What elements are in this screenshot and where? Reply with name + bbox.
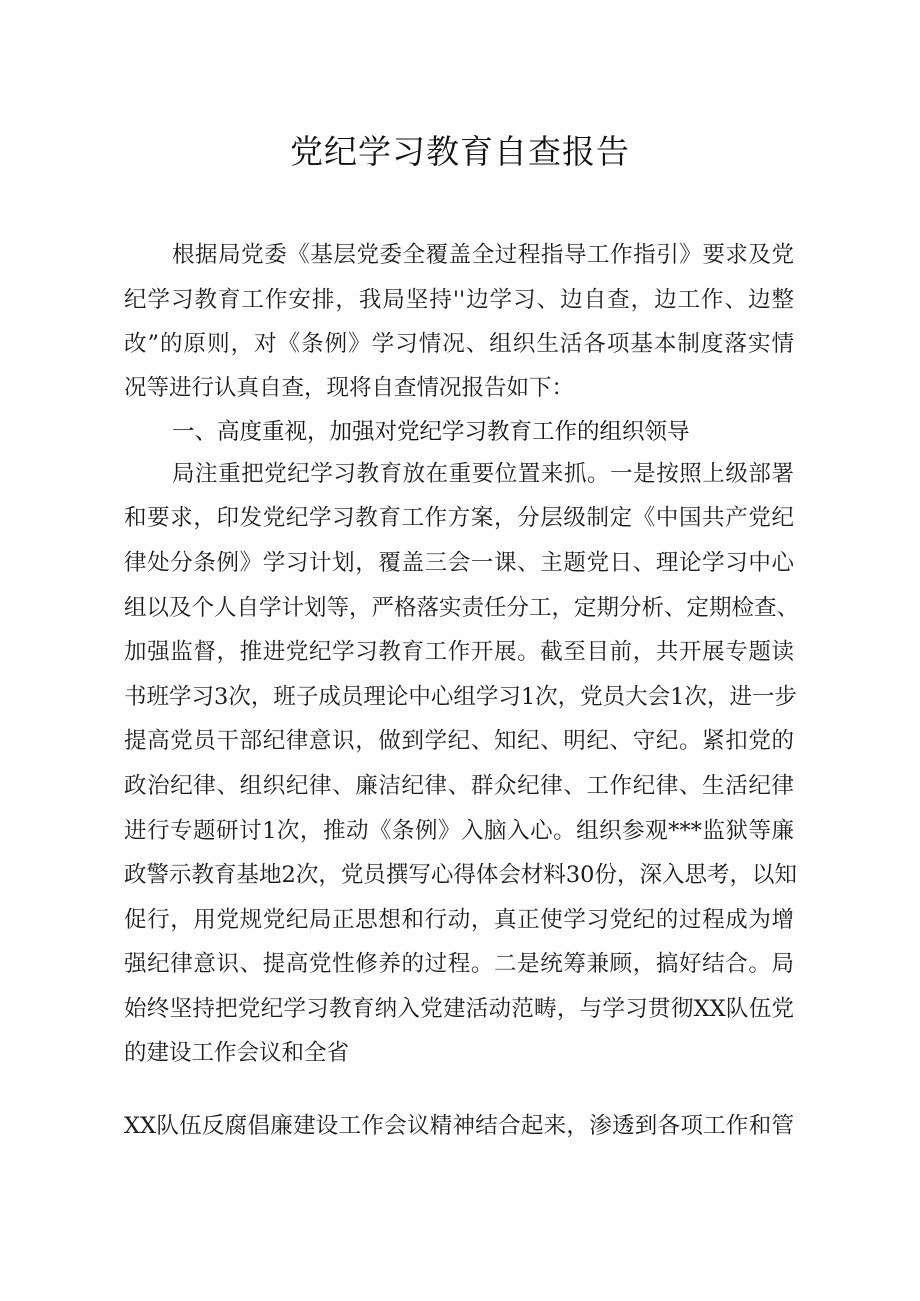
document-title: 党纪学习教育自查报告	[290, 132, 630, 171]
intro-line: 况等进行认真自查，现将自查情况报告如下：	[124, 375, 575, 401]
section-line: 政治纪律、组织纪律、廉洁纪律、群众纪律、工作纪律、生活纪律	[124, 773, 794, 799]
intro-line: 改”的原则，对《条例》学习情况、组织生活各项基本制度落实情	[124, 331, 794, 357]
section-line: 书班学习3次，班子成员理论中心组学习1次，党员大会1次，进一步	[124, 684, 797, 710]
section-line: 提高党员干部纪律意识，做到学纪、知纪、明纪、守纪。紧扣党的	[124, 728, 794, 754]
section-heading: 一、高度重视，加强对党纪学习教育工作的组织领导	[172, 419, 690, 445]
intro-line: 根据局党委《基层党委全覆盖全过程指导工作指引》要求及党	[172, 242, 794, 268]
continuation-line: XX队伍反腐倡廉建设工作会议精神结合起来，渗透到各项工作和管	[124, 1113, 794, 1139]
section-line: 组以及个人自学计划等，严格落实责任分工，定期分析、定期检查、	[124, 595, 800, 621]
section-line: 的建设工作会议和全省	[124, 1040, 350, 1066]
section-line: 始终坚持把党纪学习教育纳入党建活动范畴，与学习贯彻XX队伍党	[124, 996, 794, 1022]
section-line: 强纪律意识、提高党性修养的过程。二是统筹兼顾，搞好结合。局	[124, 951, 794, 977]
section-line: 促行，用党规党纪局正思想和行动，真正使学习党纪的过程成为增	[124, 907, 794, 933]
section-line: 进行专题研讨1次，推动《条例》入脑入心。组织参观***监狱等廉	[124, 818, 794, 844]
section-line: 局注重把党纪学习教育放在重要位置来抓。一是按照上级部署	[172, 461, 794, 487]
section-line: 加强监督，推进党纪学习教育工作开展。截至目前，共开展专题读	[124, 639, 794, 665]
section-line: 律处分条例》学习计划，覆盖三会一课、主题党日、理论学习中心	[124, 550, 794, 576]
section-line: 政警示教育基地2次，党员撰写心得体会材料30份，深入思考，以知	[124, 862, 797, 888]
intro-line: 纪学习教育工作安排，我局坚持''边学习、边自查，边工作、边整	[124, 287, 794, 313]
section-line: 和要求，印发党纪学习教育工作方案，分层级制定《中国共产党纪	[124, 505, 794, 531]
